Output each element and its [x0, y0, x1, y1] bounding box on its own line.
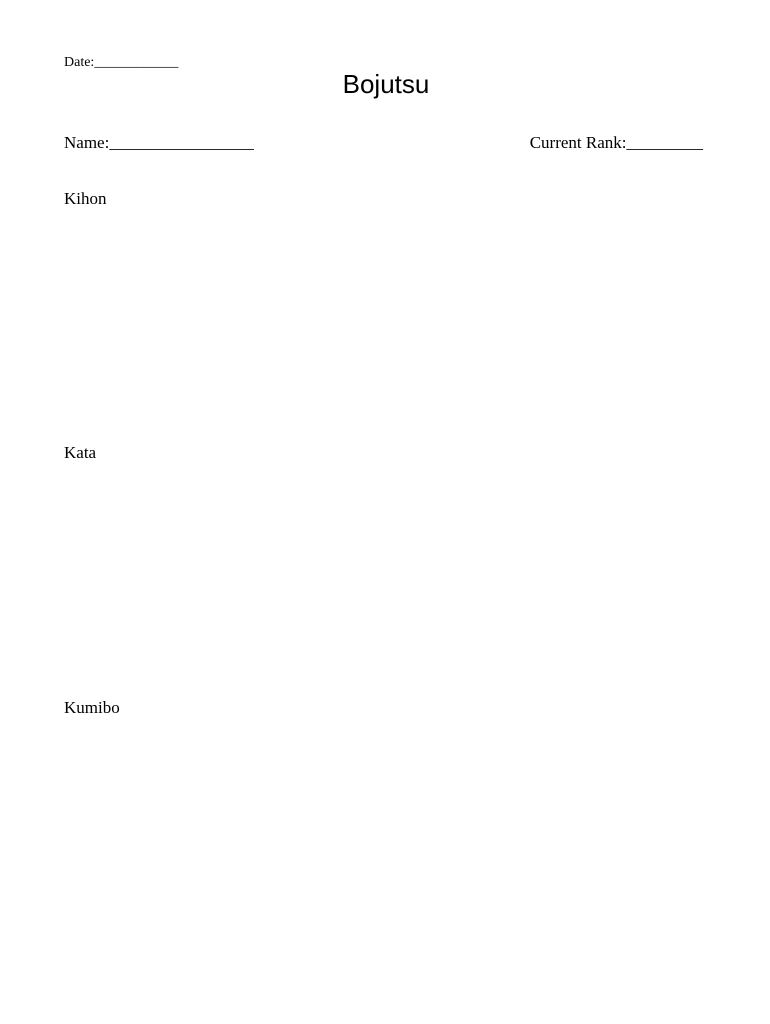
- name-field: Name:_________________: [64, 133, 254, 152]
- current-rank-field: Current Rank:_________: [529, 133, 703, 152]
- date-field: Date:____________: [64, 55, 179, 70]
- section-heading-kata: Kata: [64, 443, 97, 462]
- page-title: Bojutsu: [342, 69, 430, 99]
- section-heading-kihon: Kihon: [64, 189, 107, 208]
- section-heading-kumibo: Kumibo: [64, 698, 120, 717]
